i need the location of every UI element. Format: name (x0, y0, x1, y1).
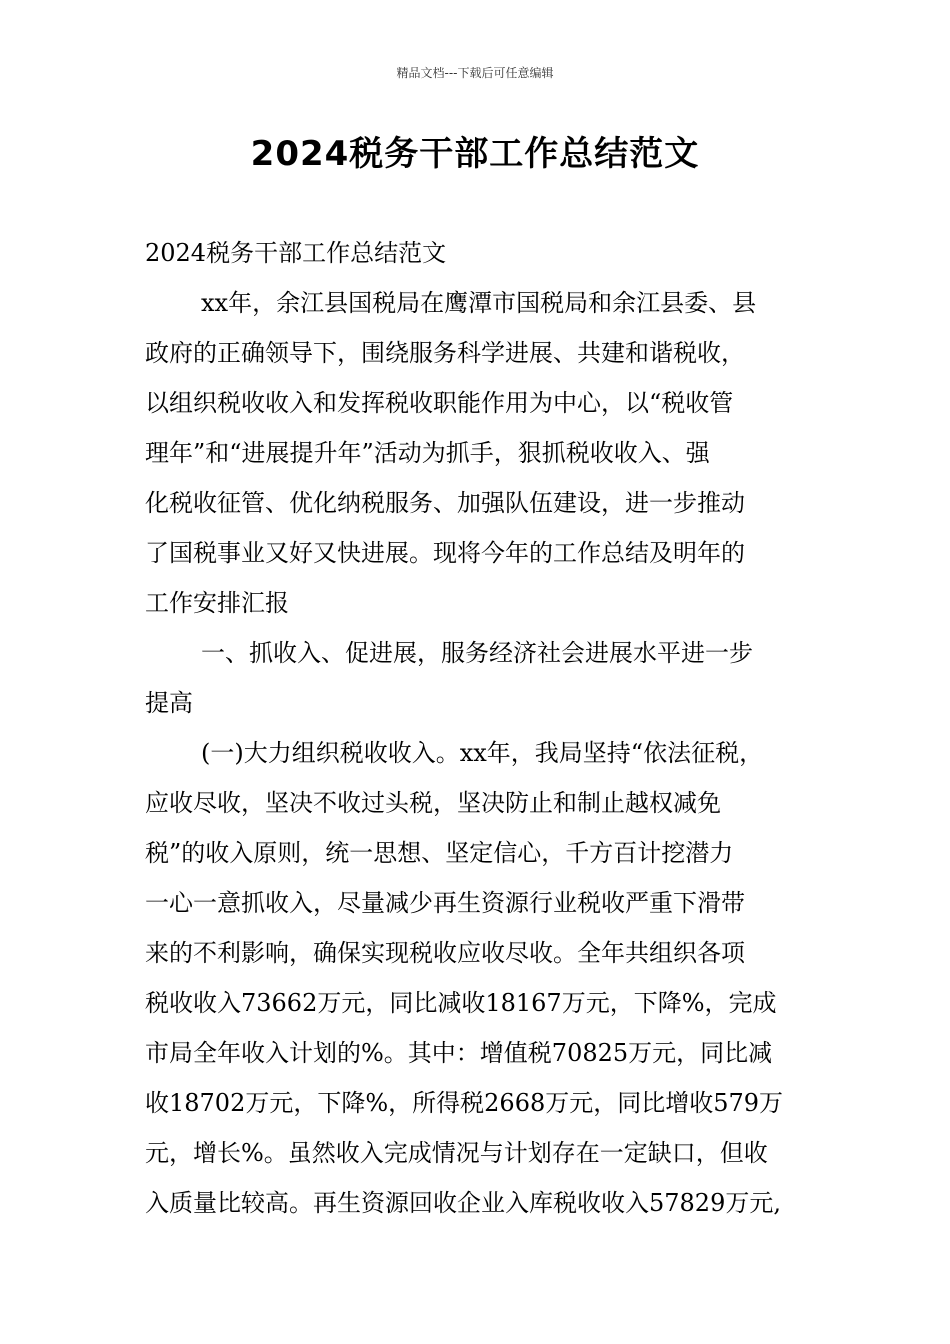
paragraph-line: 一心一意抓收入，尽量减少再生资源行业税收严重下滑带 (145, 889, 745, 917)
document-title: 2024税务干部工作总结范文 (250, 134, 700, 174)
paragraph-line: 政府的正确领导下，围绕服务科学进展、共建和谐税收， (145, 339, 745, 367)
paragraph-line: 以组织税收收入和发挥税收职能作用为中心，以“税收管 (145, 389, 734, 417)
paragraph-line: 税”的收入原则，统一思想、坚定信心，千方百计挖潜力 (145, 839, 734, 867)
section-heading-line: 一、抓收入、促进展，服务经济社会进展水平进一步 (201, 639, 753, 667)
header-note: 精品文档---下载后可任意编辑 (396, 66, 554, 80)
paragraph-line: 了国税事业又好又快进展。现将今年的工作总结及明年的 (145, 539, 745, 567)
paragraph-line: 市局全年收入计划的%。其中：增值税70825万元，同比减 (145, 1039, 773, 1067)
paragraph-line: 工作安排汇报 (145, 589, 289, 617)
paragraph-line: 来的不利影响，确保实现税收应收尽收。全年共组织各项 (145, 939, 745, 967)
document-body (145, 228, 815, 1228)
paragraph-line: 收18702万元，下降%，所得税2668万元，同比增收579万 (145, 1089, 784, 1117)
paragraph-line: xx年，余江县国税局在鹰潭市国税局和余江县委、县 (201, 289, 757, 317)
body-subtitle-line: 2024税务干部工作总结范文 (145, 239, 447, 267)
section-heading-line: 提高 (145, 689, 193, 717)
paragraph-line: 化税收征管、优化纳税服务、加强队伍建设，进一步推动 (145, 489, 745, 517)
paragraph-line: 元，增长%。虽然收入完成情况与计划存在一定缺口，但收 (145, 1139, 768, 1167)
paragraph-line: 入质量比较高。再生资源回收企业入库税收收入57829万元, (145, 1189, 781, 1217)
paragraph-line: 理年”和“进展提升年”活动为抓手，狠抓税收收入、强 (145, 439, 710, 467)
paragraph-line: (一)大力组织税收收入。xx年，我局坚持“依法征税， (201, 739, 764, 767)
paragraph-line: 应收尽收，坚决不收过头税，坚决防止和制止越权减免 (145, 789, 721, 817)
paragraph-line: 税收收入73662万元，同比减收18167万元，下降%，完成 (145, 989, 777, 1017)
